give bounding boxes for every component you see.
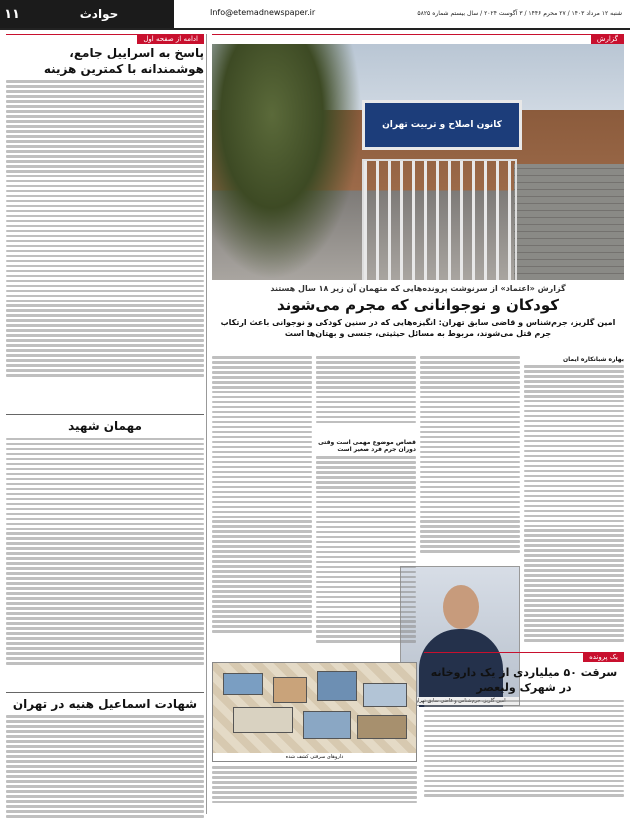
subhead: امین گلریز، جرم‌شناس و قاضی سابق تهران: انگیزه‌هایی که در سنین کودکی و نوجوانی باعث ارتکاب جرم قتل می‌شوند، مربوط به مسائل حیثیتی، جنسی و بهتان‌ها است	[220, 318, 616, 339]
iron-gate	[362, 159, 517, 280]
kicker-continued: ادامه از صفحه اول	[137, 34, 204, 44]
overline: گزارش «اعتماد» از سرنوشت پرونده‌هایی که متهمان آن زیر ۱۸ سال هستند	[270, 284, 566, 293]
article-title-guest: مهمان شهید	[68, 419, 142, 434]
article-body-col1	[524, 365, 624, 665]
tree-shape	[212, 44, 362, 280]
article-title-haniyeh: شهادت اسماعیل هنیه در تهران	[12, 696, 198, 711]
author-name: بهاره شبانکاره ایمان	[563, 356, 624, 363]
kicker-report: گزارش	[591, 34, 624, 44]
article-body-col4	[212, 356, 312, 656]
article-body-response	[6, 80, 204, 410]
kicker-line	[6, 34, 204, 43]
article-body-guest	[6, 438, 204, 688]
portrait-caption: تهران	[401, 697, 519, 705]
kicker-case: یک پرونده	[583, 652, 624, 662]
page-number: ۱۱	[0, 0, 24, 28]
article-body-col2	[420, 356, 520, 576]
seized-drugs-photo	[212, 662, 417, 762]
article-body-col3a	[316, 356, 416, 436]
page-header	[0, 0, 630, 30]
pullquote: قصاص موضوع مهمی است وقتی دوران جرم فرد صغیر است	[318, 439, 416, 453]
main-headline: کودکان و نوجوانانی که مجرم می‌شوند	[276, 296, 560, 314]
article-body-theft-2	[212, 766, 417, 810]
article-body-haniyeh	[6, 715, 204, 820]
headline-theft: سرقت ۵۰ میلیاردی از یک داروخانه در شهرک ولیعصر	[430, 666, 618, 695]
portrait-head	[443, 585, 479, 629]
building-sign: کانون اصلاح و تربیت تهران	[362, 100, 522, 150]
left-column	[6, 34, 204, 814]
section-title: حوادث	[24, 0, 174, 28]
drugs-caption: داروهای سرقتی کشف شده	[213, 753, 416, 761]
main-column	[212, 34, 624, 814]
article-body-col3b	[316, 456, 416, 676]
dateline: شنبه ۱۲ مرداد ۱۴۰۳ / ۲۷ محرم ۱۴۴۶ / ۳ آگوست ۲۰۲۴ / سال بیستم شماره ۵۸۲۵	[417, 10, 622, 17]
kicker-line-story2	[424, 652, 624, 661]
article-title-response: پاسخ به اسراییل جامع، هوشمندانه با کمترین هزینه	[43, 46, 204, 76]
column-divider	[206, 34, 207, 814]
kicker-line-main	[212, 34, 624, 43]
stone-wall	[514, 164, 624, 280]
email-address[interactable]: Info@etemadnewspaper.ir	[210, 8, 316, 17]
juvenile-center-photo	[212, 44, 624, 280]
article-body-theft	[424, 700, 624, 810]
